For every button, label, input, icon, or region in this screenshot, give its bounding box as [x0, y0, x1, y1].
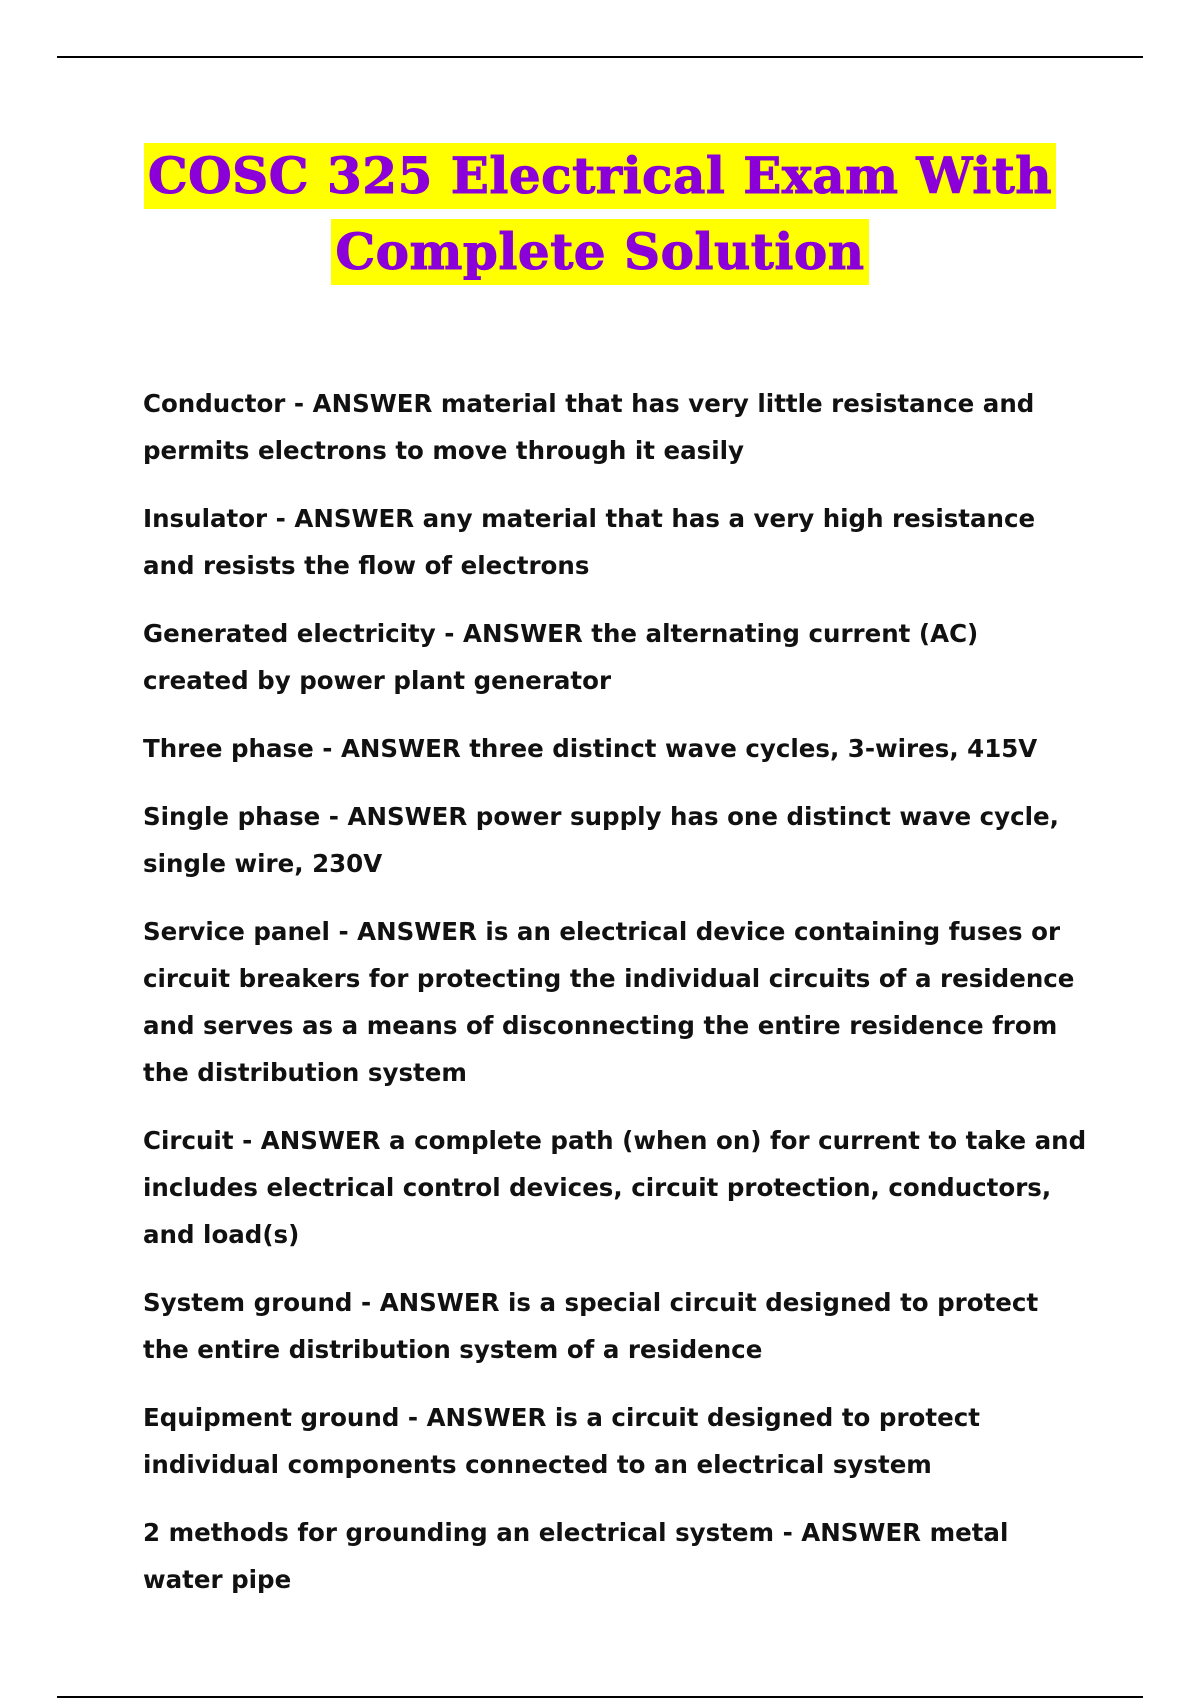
- qa-separator: - ANSWER: [774, 1518, 930, 1547]
- qa-separator: - ANSWER: [267, 504, 423, 533]
- title-line-1: COSC 325 Electrical Exam With: [144, 143, 1056, 209]
- bottom-divider: [57, 1696, 1143, 1698]
- qa-entry-three-phase: [143, 725, 1089, 772]
- top-divider: [57, 56, 1143, 58]
- qa-entry-generated-electricity: [143, 610, 1089, 704]
- qa-entry-single-phase: [143, 793, 1089, 887]
- qa-entry-conductor: [143, 380, 1089, 474]
- qa-term: 2 methods for grounding an electrical system: [143, 1518, 775, 1547]
- qa-term: Conductor: [143, 389, 286, 418]
- qa-answer: is a special circuit designed to protect the entire distribution system of a residence: [143, 1288, 1039, 1364]
- qa-separator: - ANSWER: [399, 1403, 555, 1432]
- qa-term: Insulator: [143, 504, 268, 533]
- qa-term: Single phase: [143, 802, 321, 831]
- qa-separator: - ANSWER: [320, 802, 476, 831]
- qa-entry-service-panel: [143, 908, 1089, 1096]
- qa-term: System ground: [143, 1288, 353, 1317]
- qa-separator: - ANSWER: [285, 389, 441, 418]
- qa-answer: material that has very little resistance and permits electrons to move through it easily: [143, 389, 1035, 465]
- qa-entry-circuit: [143, 1117, 1089, 1258]
- qa-answer: a complete path (when on) for current to take and includes electrical control devices, circuit protection, conductors, and load(s): [143, 1126, 1087, 1249]
- qa-separator: - ANSWER: [329, 917, 486, 946]
- qa-separator: - ANSWER: [233, 1126, 390, 1155]
- qa-entry-equipment-ground: [143, 1394, 1089, 1488]
- qa-term: Service panel: [143, 917, 330, 946]
- qa-answer: is an electrical device containing fuses or circuit breakers for protecting the individual circuits of a residence and serves as a means of disconnecting the entire residence from the distribution system: [143, 917, 1075, 1087]
- qa-list: [143, 380, 1089, 1624]
- qa-answer: metal water pipe: [143, 1518, 1009, 1594]
- qa-term: Circuit: [143, 1126, 234, 1155]
- qa-entry-grounding-methods: [143, 1509, 1089, 1603]
- qa-answer: three distinct wave cycles, 3-wires, 415V: [469, 734, 1038, 763]
- qa-answer: is a circuit designed to protect individual components connected to an electrical system: [143, 1403, 980, 1479]
- qa-separator: - ANSWER: [313, 734, 470, 763]
- qa-answer: power supply has one distinct wave cycle, single wire, 230V: [143, 802, 1059, 878]
- qa-term: Three phase: [143, 734, 314, 763]
- qa-term: Equipment ground: [143, 1403, 400, 1432]
- title-line-2: Complete Solution: [331, 219, 868, 285]
- qa-separator: - ANSWER: [352, 1288, 508, 1317]
- qa-entry-system-ground: [143, 1279, 1089, 1373]
- qa-term: Generated electricity: [143, 619, 436, 648]
- qa-answer: any material that has a very high resistance and resists the flow of electrons: [143, 504, 1036, 580]
- qa-separator: - ANSWER: [435, 619, 592, 648]
- document-title: [0, 143, 1200, 285]
- qa-entry-insulator: [143, 495, 1089, 589]
- qa-answer: the alternating current (AC) created by power plant generator: [143, 619, 979, 695]
